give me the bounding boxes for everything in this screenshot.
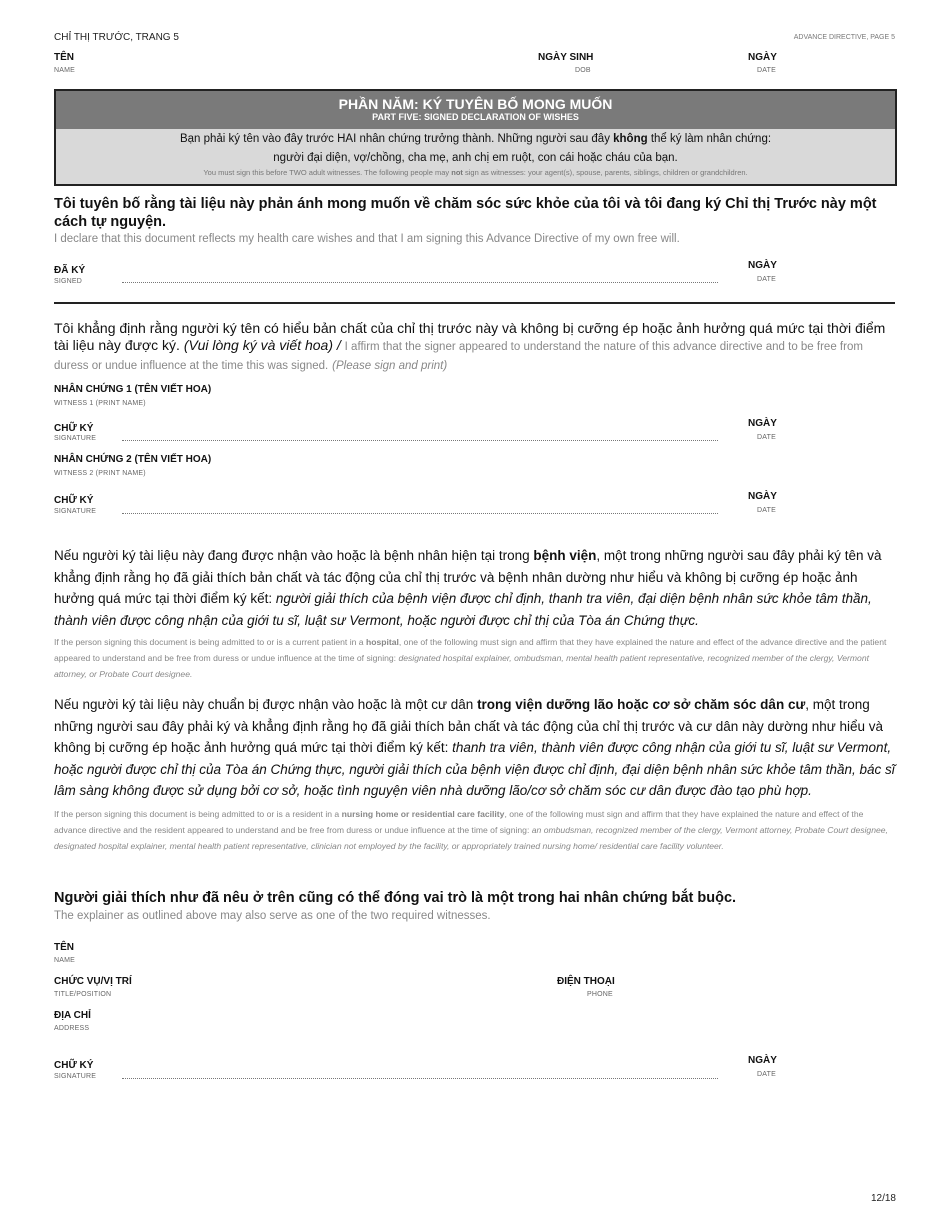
name-label: TÊN	[54, 52, 74, 63]
declaration-text: Tôi tuyên bố rằng tài liệu này phản ánh mong muốn về chăm sóc sức khỏe của tôi và tôi đang ký Chỉ thị Trước này một cách tự nguyện.	[54, 196, 877, 230]
witness-2-date-sublabel: DATE	[757, 507, 776, 514]
nursing-paragraph: Nếu người ký tài liệu này chuẩn bị được nhận vào hoặc là một cư dân trong viện dưỡng lão hoặc cơ sở chăm sóc dân cư, một trong những người sau đây phải ký và khẳng định rằng họ đã giải thích bản chất và tác động của chỉ thị trước và cư dân này dường như hiểu và không bị cưỡng ép hoặc ảnh hưởng quá mức tại thời điểm ký kết: thanh tra viên, thành viên được công nhận của giới tu sĩ, luật sư Vermont, hoặc người được chỉ thị của Tòa án Chứng thực, người giải thích của bệnh viện được chỉ định, đại diện bệnh nhân sức khỏe tâm thần, bác sĩ lâm sàng không được sử dụng bởi cơ sở, hoặc tình nguyện viên nhà dưỡng lão/cơ sở chăm sóc cư dân được đào tạo phù hợp.	[54, 697, 895, 798]
witness-1-signature-sublabel: SIGNATURE	[54, 435, 97, 442]
explainer-phone-label: ĐIỆN THOẠI	[557, 976, 615, 987]
explainer-address-sublabel: ADDRESS	[54, 1025, 90, 1032]
witness-1-date-label: NGÀY	[748, 418, 777, 429]
witness-1-signature-label: CHỮ KÝ	[54, 423, 94, 434]
banner-instructions	[56, 129, 895, 168]
section-banner	[54, 89, 897, 186]
affirmation-text: Tôi khẳng định rằng người ký tên có hiểu bản chất của chỉ thị trước này và không bị cưỡng ép hoặc ảnh hưởng quá mức tại thời điểm tài liệu này được ký. (Vui lòng ký và viết hoa) / I affirm that the signer appeared to understand the nature of this advance directive and to be free from duress or undue influence at the time this was signed. (Please sign and print)	[54, 320, 886, 372]
signed-line[interactable]	[122, 282, 718, 283]
explainer-date-label: NGÀY	[748, 1055, 777, 1066]
explainer-date-sublabel: DATE	[757, 1071, 776, 1078]
banner-title: PHẦN NĂM: KÝ TUYÊN BỐ MONG MUỐN	[338, 96, 613, 112]
divider	[54, 302, 895, 304]
explainer-title-sublabel: TITLE/POSITION	[54, 991, 112, 998]
witness-1-sublabel: WITNESS 1 (PRINT NAME)	[54, 400, 146, 407]
witness-2-date-label: NGÀY	[748, 491, 777, 502]
declaration-text-en: I declare that this document reflects my health care wishes and that I am signing this Advance Directive of my own free will.	[54, 233, 680, 245]
witness-2-sublabel: WITNESS 2 (PRINT NAME)	[54, 470, 146, 477]
dob-label: NGÀY SINH	[538, 52, 594, 63]
signed-date-sublabel: DATE	[757, 276, 776, 283]
banner-subtitle: PART FIVE: SIGNED DECLARATION OF WISHES	[372, 112, 579, 122]
running-header-vi: CHỈ THỊ TRƯỚC, TRANG 5	[54, 32, 179, 43]
date-label: NGÀY	[748, 52, 777, 63]
dob-sublabel: DOB	[575, 67, 591, 74]
witness-1-signature-line[interactable]	[122, 440, 718, 441]
explainer-phone-sublabel: PHONE	[587, 991, 613, 998]
witness-2-signature-label: CHỮ KÝ	[54, 495, 94, 506]
witness-2-signature-line[interactable]	[122, 513, 718, 514]
banner-instructions-en: You must sign this before TWO adult witnesses. The following people may not sign as witnesses: your agent(s), spouse, parents, siblings, children or grandchildren.	[203, 168, 748, 177]
explainer-heading-en: The explainer as outlined above may also serve as one of the two required witnesses.	[54, 910, 491, 922]
name-sublabel: NAME	[54, 67, 76, 74]
explainer-signature-label: CHỮ KÝ	[54, 1060, 94, 1071]
explainer-signature-line[interactable]	[122, 1078, 718, 1079]
explainer-heading: Người giải thích như đã nêu ở trên cũng có thể đóng vai trò là một trong hai nhân chứng bắt buộc.	[54, 890, 737, 906]
signed-sublabel: SIGNED	[54, 278, 83, 285]
banner-line-1: Bạn phải ký tên vào đây trước HAI nhân chứng trưởng thành. Những người sau đây không thể ký làm nhân chứng:	[179, 133, 772, 145]
hospital-paragraph: Nếu người ký tài liệu này đang được nhận vào hoặc là bệnh nhân hiện tại trong bệnh viện, một trong những người sau đây phải ký tên và khẳng định rằng họ đã giải thích bản chất và tác động của chỉ thị trước và bệnh nhân dường như hiểu và không bị cưỡng ép hoặc ảnh hưởng quá mức tại thời điểm ký kết: người giải thích của bệnh viện được chỉ định, thanh tra viên, đại diện bệnh nhân sức khỏe tâm thần, thành viên được công nhận của giới tu sĩ, luật sư Vermont, hoặc người được chỉ thị của Tòa án Chứng thực.	[54, 548, 882, 628]
explainer-name-sublabel: NAME	[54, 957, 76, 964]
banner-title-bar	[56, 91, 895, 129]
banner-line-2: người đại diện, vợ/chồng, cha mẹ, anh chị em ruột, con cái hoặc cháu của bạn.	[273, 152, 678, 164]
witness-2-signature-sublabel: SIGNATURE	[54, 508, 97, 515]
signed-label: ĐÃ KÝ	[54, 265, 86, 276]
witness-1-date-sublabel: DATE	[757, 434, 776, 441]
running-header-en: ADVANCE DIRECTIVE, PAGE 5	[793, 34, 895, 41]
signed-date-label: NGÀY	[748, 260, 777, 271]
explainer-address-label: ĐỊA CHỈ	[54, 1010, 91, 1021]
page-number: 12/18	[870, 1193, 896, 1204]
nursing-paragraph-en: If the person signing this document is being admitted to or is a resident in a nursing home or residential care facility, one of the following must sign and affirm that they have explained the nature and effect of the advance directive and the resident appeared to understand and be free from duress or undue influence at the time of signing: an ombudsman, recognized member of the clergy, Vermont attorney, Probate Court designee, designated hospital explainer, mental health patient representative, clinician not employed by the facility, or appropriately trained nursing home/ residential care facility volunteer.	[54, 809, 888, 851]
explainer-name-label: TÊN	[54, 942, 74, 953]
explainer-signature-sublabel: SIGNATURE	[54, 1073, 97, 1080]
explainer-title-label: CHỨC VỤ/VỊ TRÍ	[54, 976, 132, 987]
hospital-paragraph-en: If the person signing this document is being admitted to or is a current patient in a hospital, one of the following must sign and affirm that they have explained the nature and effect of the advance directive and the patient appeared to understand and be free from duress or undue influence at the time of signing: designated hospital explainer, ombudsman, mental health patient representative, recognized member of the clergy, Vermont attorney, or Probate Court designee.	[54, 637, 887, 679]
date-sublabel: DATE	[757, 67, 776, 74]
witness-2-label: NHÂN CHỨNG 2 (TÊN VIẾT HOA)	[54, 454, 212, 465]
witness-1-label: NHÂN CHỨNG 1 (TÊN VIẾT HOA)	[54, 384, 212, 395]
